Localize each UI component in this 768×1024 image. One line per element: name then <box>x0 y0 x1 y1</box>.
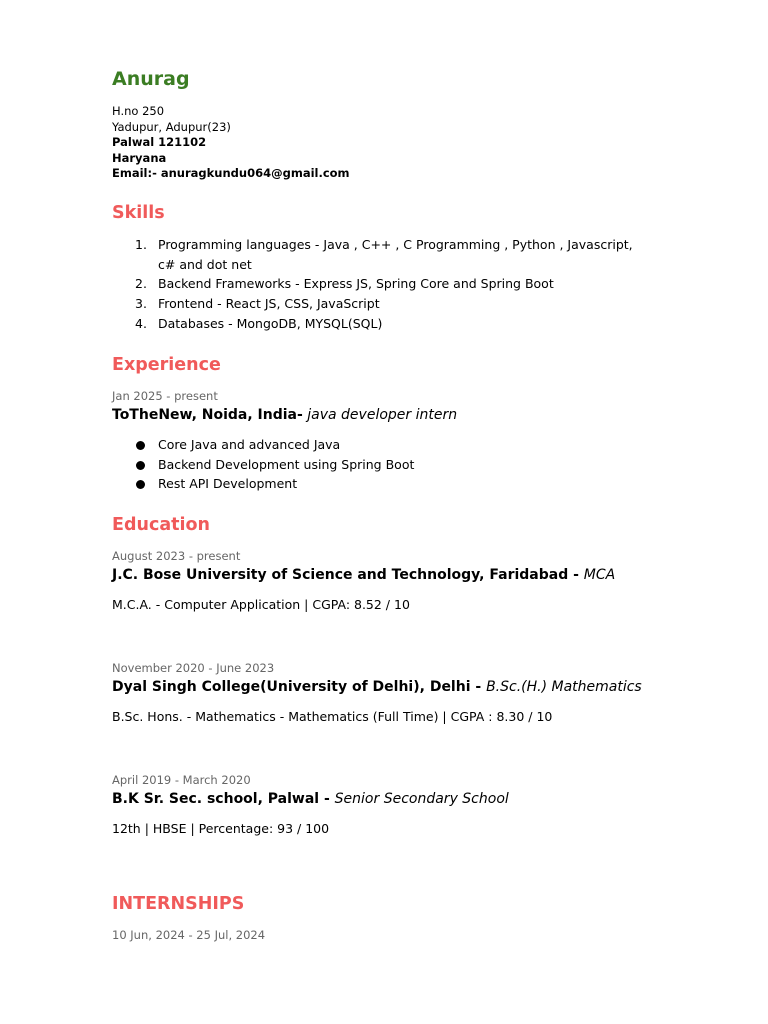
bullet-icon <box>136 461 145 470</box>
candidate-name: Anurag <box>112 68 190 90</box>
bullet-icon <box>136 441 145 450</box>
list-item-number: 1. <box>135 237 147 252</box>
list-item <box>112 235 672 274</box>
education-heading: Education <box>112 515 210 535</box>
skill-text: Databases - MongoDB, MYSQL(SQL) <box>158 315 383 331</box>
contact-block <box>112 104 350 182</box>
education-org <box>112 679 642 695</box>
internship-date: 10 Jun, 2024 - 25 Jul, 2024 <box>112 928 266 942</box>
education-org <box>112 791 509 807</box>
skill-text: Frontend - React JS, CSS, JavaScript <box>158 296 380 312</box>
skill-text: Programming languages - Java , C++ , C Programming , Python , Javascript, <box>158 237 633 252</box>
company-name: ToTheNew, Noida, India- <box>112 407 303 423</box>
address-line-3: Palwal 121102 <box>112 135 207 149</box>
education-date: November 2020 - June 2023 <box>112 661 275 675</box>
degree-name: MCA <box>583 567 616 583</box>
education-org <box>112 567 615 583</box>
list-item <box>112 474 672 494</box>
institution-name: Dyal Singh College(University of Delhi), Delhi - <box>112 679 487 695</box>
address-line-2: Yadupur, Adupur(23) <box>112 119 231 134</box>
list-item-number: 4. <box>135 315 147 331</box>
degree-name: B.Sc.(H.) Mathematics <box>486 679 642 695</box>
experience-org <box>112 407 457 423</box>
skills-heading: Skills <box>112 203 165 223</box>
skill-text: Backend Frameworks - Express JS, Spring Core and Spring Boot <box>158 276 554 292</box>
education-date: April 2019 - March 2020 <box>112 773 251 787</box>
bullet-text: Core Java and advanced Java <box>158 437 341 452</box>
experience-bullets <box>112 435 672 494</box>
list-item <box>112 294 672 314</box>
degree-name: Senior Secondary School <box>334 791 509 807</box>
list-item <box>112 435 672 455</box>
email-line: Email:- anuragkundu064@gmail.com <box>112 166 350 180</box>
education-detail: M.C.A. - Computer Application | CGPA: 8.52 / 10 <box>112 597 410 612</box>
institution-name: B.K Sr. Sec. school, Palwal - <box>112 791 335 807</box>
list-item-number: 2. <box>135 276 147 292</box>
bullet-icon <box>136 480 145 489</box>
job-role: java developer intern <box>302 407 458 423</box>
internships-heading: INTERNSHIPS <box>112 894 245 914</box>
address-line-4: Haryana <box>112 150 167 165</box>
education-detail: B.Sc. Hons. - Mathematics - Mathematics (Full Time) | CGPA : 8.30 / 10 <box>112 709 553 724</box>
bullet-text: Rest API Development <box>158 476 298 492</box>
skill-text-continued: c# and dot net <box>158 256 252 272</box>
list-item-number: 3. <box>135 296 147 312</box>
experience-date: Jan 2025 - present <box>112 389 218 403</box>
institution-name: J.C. Bose University of Science and Technology, Faridabad - <box>112 567 584 583</box>
experience-heading: Experience <box>112 355 221 375</box>
education-detail: 12th | HBSE | Percentage: 93 / 100 <box>112 821 330 836</box>
list-item <box>112 314 672 334</box>
address-line-1: H.no 250 <box>112 104 165 118</box>
bullet-text: Backend Development using Spring Boot <box>158 456 415 472</box>
list-item <box>112 274 672 294</box>
education-date: August 2023 - present <box>112 549 241 563</box>
list-item <box>112 455 672 475</box>
skills-list <box>112 235 672 334</box>
